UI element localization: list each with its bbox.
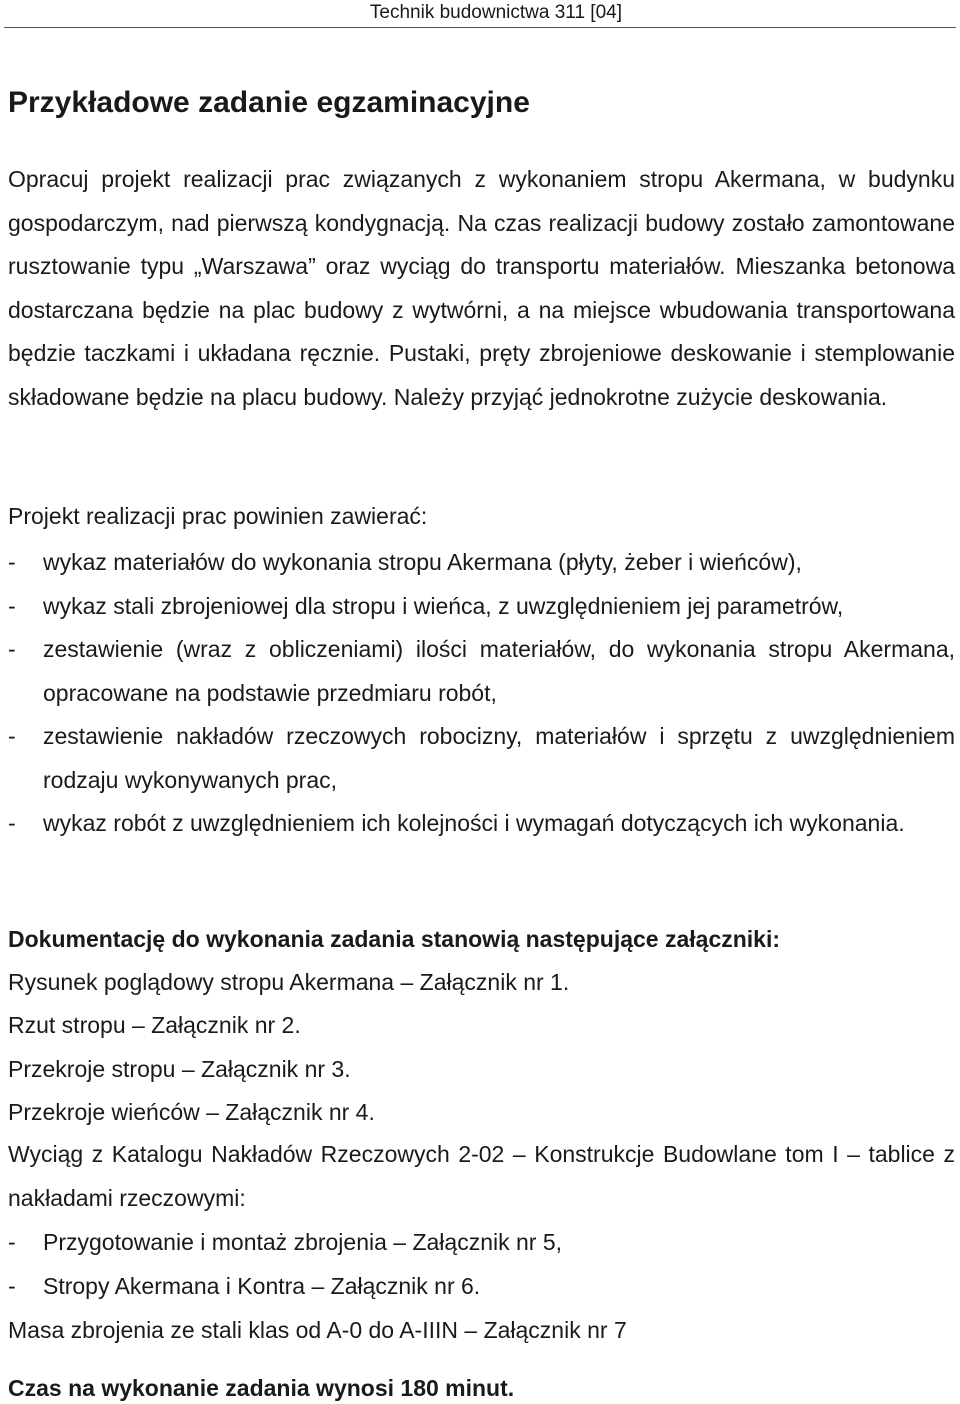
list-item: - zestawienie nakładów rzeczowych robocizny, materiałów i sprzętu z uwzględnieniem rodzaju wykonywanych prac, xyxy=(8,715,955,802)
list-dash: - xyxy=(8,1229,16,1255)
task-description: Opracuj projekt realizacji prac związanych z wykonaniem stropu Akermana, w budynku gospodarczym, nad pierwszą kondygnacją. Na czas realizacji budowy zostało zamontowane rusztowanie typu „Warszawa” oraz wyciąg do transportu materiałów. Mieszanka betonowa dostarczana będzie na plac budowy z wytwórni, a na miejsce wbudowania transportowana będzie taczkami i układana ręcznie. Pustaki, pręty zbrojeniowe deskowanie i stemplowanie składowane będzie na placu budowy. Należy przyjąć jednokrotne zużycie deskowania. xyxy=(8,166,955,410)
list-item: - wykaz stali zbrojeniowej dla stropu i wieńca, z uwzględnieniem jej parametrów, xyxy=(8,585,955,629)
attachment-line: Rzut stropu – Załącznik nr 2. xyxy=(8,1012,301,1038)
list-dash: - xyxy=(8,636,16,662)
list-item: - wykaz materiałów do wykonania stropu Akermana (płyty, żeber i wieńców), xyxy=(8,541,955,585)
documentation-heading: Dokumentację do wykonania zadania stanowią następujące załączniki: xyxy=(8,926,781,952)
list-dash: - xyxy=(8,549,16,575)
list-dash: - xyxy=(8,723,16,749)
list-dash: - xyxy=(8,1272,16,1299)
requirements-heading: Projekt realizacji prac powinien zawierać: xyxy=(8,503,428,529)
list-item: - wykaz robót z uwzględnieniem ich kolejności i wymagań dotyczących ich wykonania. xyxy=(8,802,955,846)
attachment-line: Rysunek poglądowy stropu Akermana – Załącznik nr 1. xyxy=(8,969,570,995)
list-item: - zestawienie (wraz z obliczeniami) ilości materiałów, do wykonania stropu Akermana, opracowane na podstawie przedmiaru robót, xyxy=(8,628,955,715)
requirements-list xyxy=(8,541,955,846)
list-dash: - xyxy=(8,592,16,619)
header-divider xyxy=(4,27,956,28)
list-item: - Przygotowanie i montaż zbrojenia – Załącznik nr 5, xyxy=(8,1221,955,1265)
attachment-line: Masa zbrojenia ze stali klas od A-0 do A-IIIN – Załącznik nr 7 xyxy=(8,1317,627,1343)
catalog-description: Wyciąg z Katalogu Nakładów Rzeczowych 2-02 – Konstrukcje Budowlane tom I – tablice z nakładami rzeczowymi: xyxy=(8,1141,955,1211)
attachment-line: Przekroje wieńców – Załącznik nr 4. xyxy=(8,1099,375,1125)
attachment-line: Przekroje stropu – Załącznik nr 3. xyxy=(8,1056,351,1082)
catalog-list xyxy=(8,1221,955,1308)
page-title: Przykładowe zadanie egzaminacyjne xyxy=(8,86,530,119)
page-header xyxy=(0,0,960,24)
list-dash: - xyxy=(8,810,16,836)
list-item: - Stropy Akermana i Kontra – Załącznik nr 6. xyxy=(8,1265,955,1309)
header-title: Technik budownictwa 311 [04] xyxy=(369,2,622,23)
time-limit: Czas na wykonanie zadania wynosi 180 minut. xyxy=(8,1375,515,1401)
